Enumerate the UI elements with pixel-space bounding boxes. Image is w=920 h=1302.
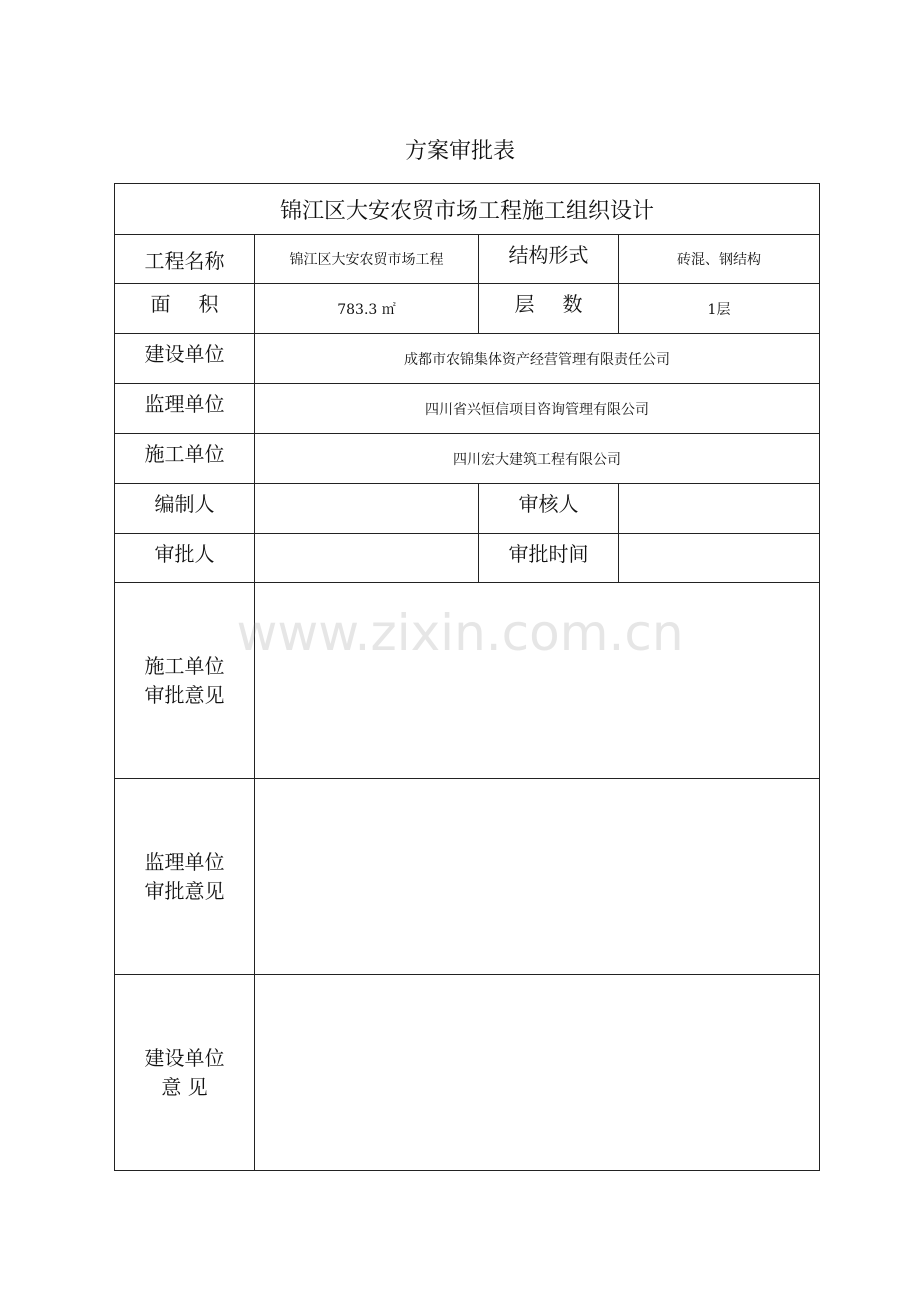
contractor-opinion-label-line1: 施工单位 <box>144 653 225 678</box>
owner-opinion-row <box>115 975 820 1171</box>
heading-row <box>115 184 820 235</box>
contractor-opinion-label <box>115 583 255 779</box>
supervisor-opinion-label <box>115 779 255 975</box>
floors-value[interactable]: 1层 <box>619 284 820 334</box>
owner-opinion-label <box>115 975 255 1171</box>
reviewer-field[interactable] <box>619 484 820 534</box>
document-heading: 锦江区大安农贸市场工程施工组织设计 <box>115 184 820 235</box>
floors-label: 层数 <box>479 284 619 334</box>
owner-opinion-label-line1: 建设单位 <box>144 1045 225 1070</box>
project-name-value[interactable]: 锦江区大安农贸市场工程 <box>255 235 479 284</box>
structure-value[interactable]: 砖混、钢结构 <box>619 235 820 284</box>
area-label: 面积 <box>115 284 255 334</box>
area-value[interactable]: 783.3 ㎡ <box>255 284 479 334</box>
contractor-opinion-label-line2: 审批意见 <box>144 682 225 707</box>
approval-table <box>114 183 820 1171</box>
approval-time-field[interactable] <box>619 534 820 583</box>
approver-field[interactable] <box>255 534 479 583</box>
compiler-label: 编制人 <box>115 484 255 534</box>
project-row <box>115 235 820 284</box>
owner-value[interactable]: 成都市农锦集体资产经营管理有限责任公司 <box>255 334 820 384</box>
contractor-value[interactable]: 四川宏大建筑工程有限公司 <box>255 434 820 484</box>
owner-opinion-field[interactable] <box>255 975 820 1171</box>
contractor-opinion-field[interactable] <box>255 583 820 779</box>
approver-row <box>115 534 820 583</box>
reviewer-label: 审核人 <box>479 484 619 534</box>
project-name-label: 工程名称 <box>115 235 255 284</box>
supervisor-opinion-row <box>115 779 820 975</box>
owner-opinion-label-line2: 意 见 <box>161 1074 208 1099</box>
supervisor-opinion-label-line2: 审批意见 <box>144 878 225 903</box>
supervisor-row <box>115 384 820 434</box>
contractor-row <box>115 434 820 484</box>
watermark: www.zixin.com.cn <box>236 604 684 662</box>
contractor-opinion-row <box>115 583 820 779</box>
area-row <box>115 284 820 334</box>
supervisor-opinion-field[interactable] <box>255 779 820 975</box>
supervisor-opinion-label-line1: 监理单位 <box>144 849 225 874</box>
structure-label: 结构形式 <box>479 235 619 284</box>
supervisor-value[interactable]: 四川省兴恒信项目咨询管理有限公司 <box>255 384 820 434</box>
supervisor-label: 监理单位 <box>115 384 255 434</box>
contractor-label: 施工单位 <box>115 434 255 484</box>
owner-row <box>115 334 820 384</box>
owner-label: 建设单位 <box>115 334 255 384</box>
approval-time-label: 审批时间 <box>479 534 619 583</box>
page-title: 方案审批表 <box>404 139 515 164</box>
compiler-row <box>115 484 820 534</box>
approver-label: 审批人 <box>115 534 255 583</box>
compiler-field[interactable] <box>255 484 479 534</box>
